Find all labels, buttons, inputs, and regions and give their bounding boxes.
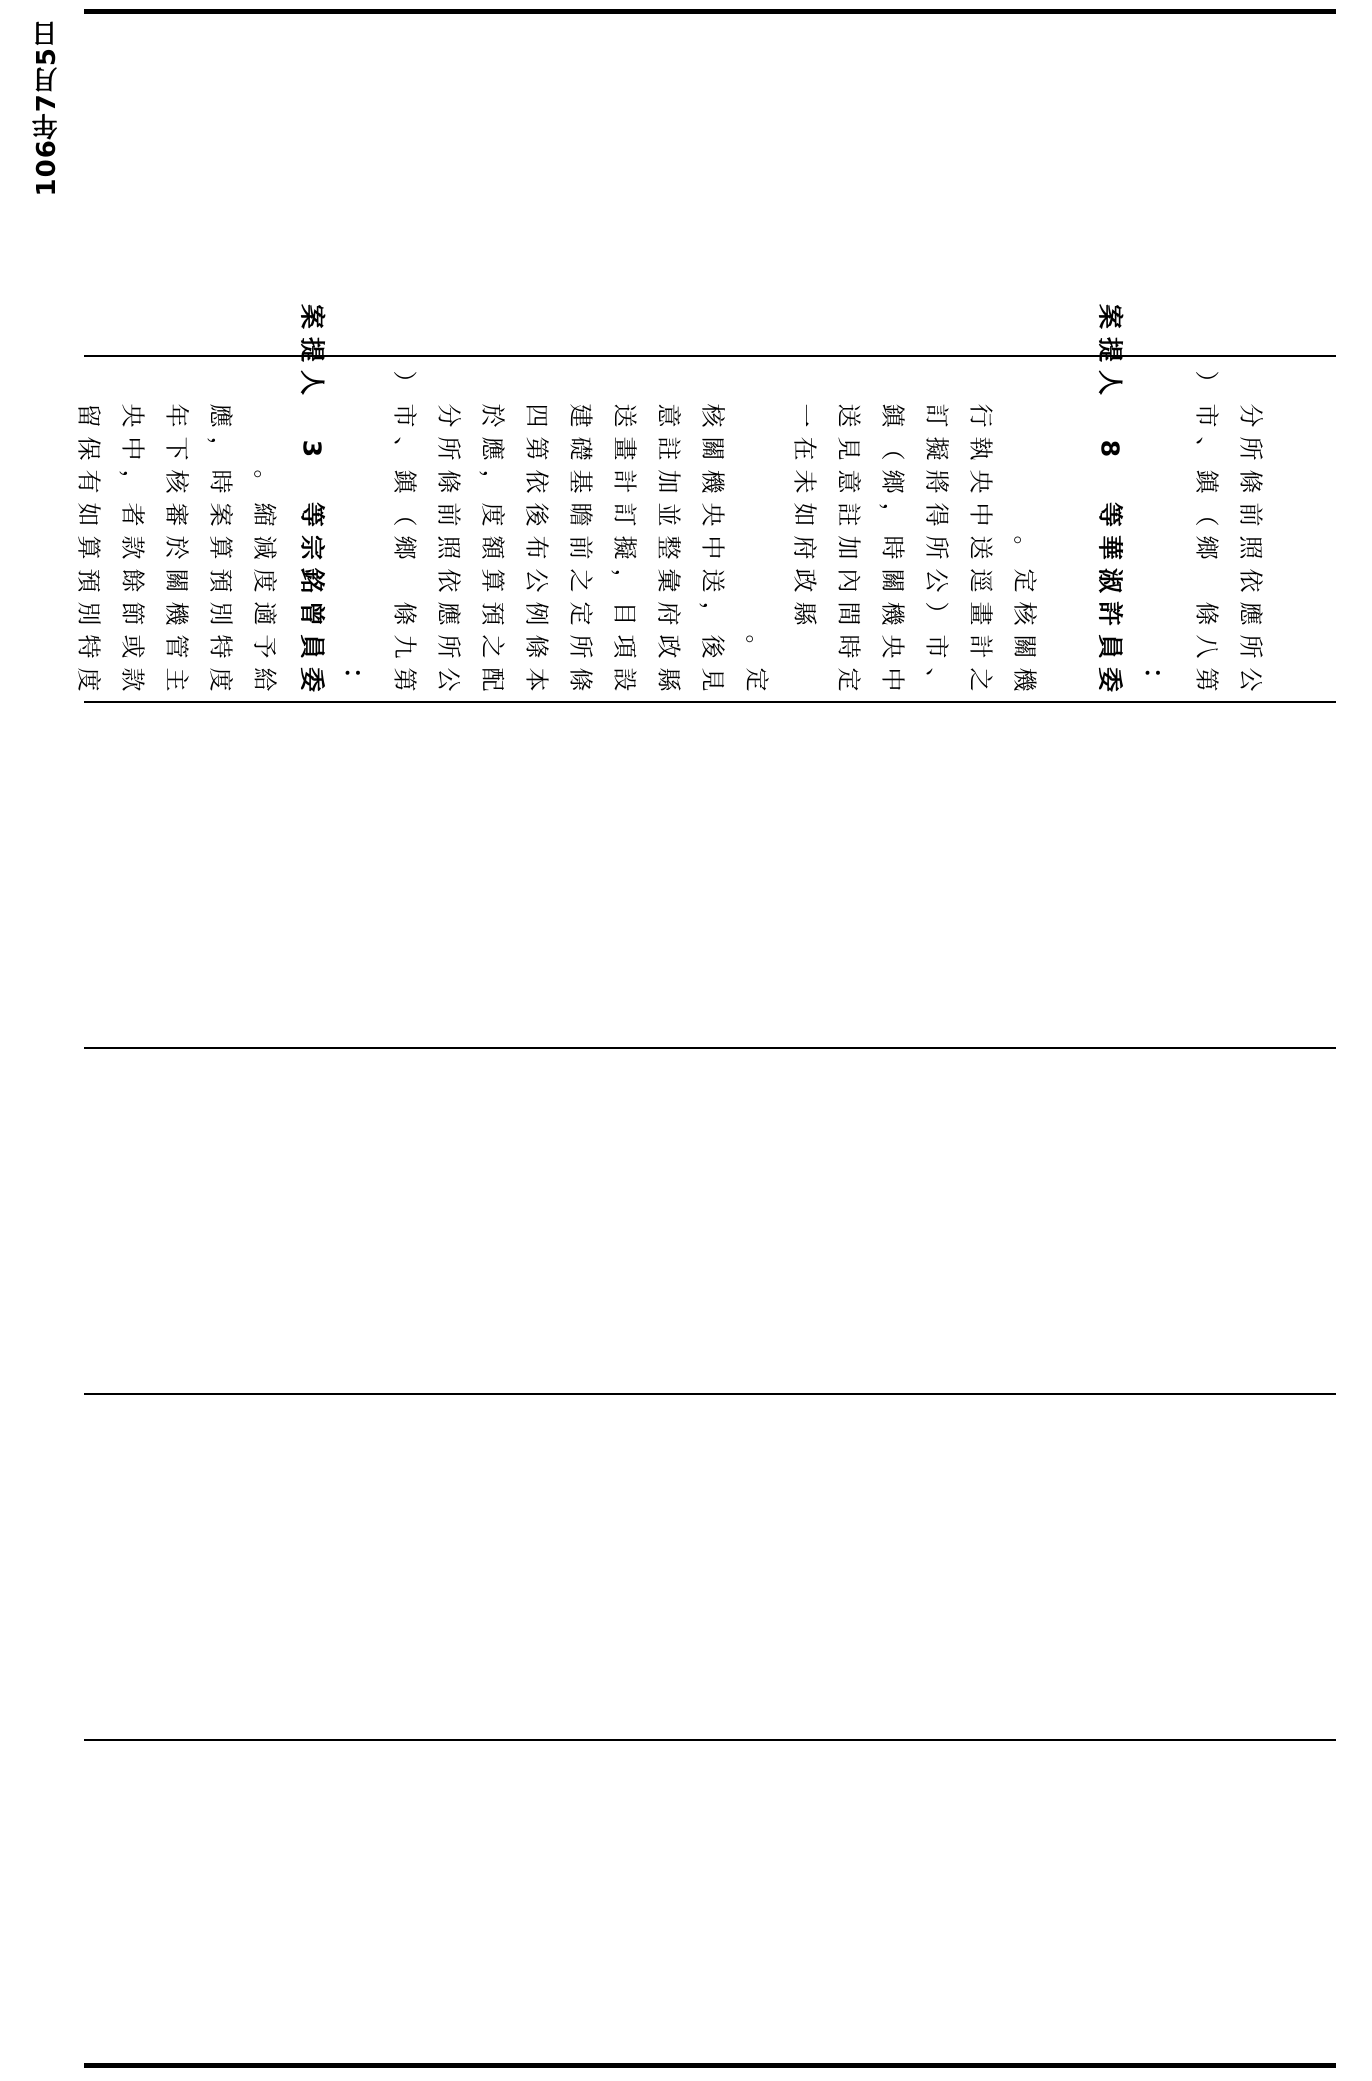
proposer-heading-line bbox=[1094, 303, 1126, 696]
text-line bbox=[1234, 376, 1266, 696]
glyph: 依 bbox=[522, 469, 551, 494]
glyph: 度 bbox=[206, 667, 235, 692]
bottom-rule bbox=[84, 2063, 1336, 2068]
glyph: 管 bbox=[162, 634, 191, 659]
glyph: 提 bbox=[297, 336, 327, 362]
glyph: 條 bbox=[1192, 601, 1221, 626]
glyph: 應 bbox=[1236, 601, 1265, 626]
glyph: 市 bbox=[1192, 403, 1221, 428]
glyph: 特 bbox=[206, 634, 235, 659]
glyph: 鎮 bbox=[1192, 469, 1221, 494]
glyph: 時 bbox=[834, 634, 863, 659]
glyph: 縣 bbox=[790, 601, 819, 626]
glyph: 加 bbox=[834, 535, 863, 560]
glyph: 案 bbox=[1095, 303, 1125, 329]
glyph: 項 bbox=[610, 634, 639, 659]
glyph: 核 bbox=[698, 403, 727, 428]
glyph: （ bbox=[390, 502, 419, 527]
text-line bbox=[432, 376, 464, 696]
glyph: 銘 bbox=[297, 567, 327, 593]
glyph: 後 bbox=[522, 502, 551, 527]
text-line bbox=[72, 376, 104, 696]
glyph: 市 bbox=[922, 634, 951, 659]
glyph: 中 bbox=[966, 502, 995, 527]
glyph: 前 bbox=[434, 502, 463, 527]
proposal-text-block bbox=[74, 303, 1336, 702]
glyph: 前 bbox=[1236, 502, 1265, 527]
glyph: 執 bbox=[966, 436, 995, 461]
glyph: 節 bbox=[118, 601, 147, 626]
glyph: 九 bbox=[390, 634, 419, 659]
glyph: 度 bbox=[478, 502, 507, 527]
text-line bbox=[388, 370, 420, 696]
glyph: 照 bbox=[434, 535, 463, 560]
row-divider bbox=[84, 355, 1336, 357]
glyph: 3 bbox=[297, 439, 327, 458]
glyph: 條 bbox=[566, 667, 595, 692]
glyph: 條 bbox=[522, 634, 551, 659]
glyph: ， bbox=[118, 469, 147, 494]
glyph: 核 bbox=[1010, 601, 1039, 626]
glyph: 款 bbox=[118, 535, 147, 560]
glyph: ， bbox=[698, 601, 727, 626]
glyph: 時 bbox=[206, 469, 235, 494]
text-line bbox=[920, 376, 952, 696]
glyph: 見 bbox=[834, 436, 863, 461]
glyph: 定 bbox=[834, 667, 863, 692]
text-line bbox=[564, 376, 596, 696]
glyph: ） bbox=[1192, 370, 1221, 395]
row-divider bbox=[84, 1393, 1336, 1395]
glyph: 定 bbox=[1010, 568, 1039, 593]
proposer-heading-line bbox=[338, 376, 370, 696]
glyph: 鎮 bbox=[390, 469, 419, 494]
glyph: 中 bbox=[878, 667, 907, 692]
glyph: 府 bbox=[790, 535, 819, 560]
glyph: 條 bbox=[1236, 469, 1265, 494]
glyph: 於 bbox=[478, 403, 507, 428]
glyph: 第 bbox=[1192, 667, 1221, 692]
glyph: 許 bbox=[1095, 600, 1125, 626]
glyph: 案 bbox=[297, 303, 327, 329]
glyph: 擬 bbox=[922, 436, 951, 461]
glyph: 所 bbox=[1236, 634, 1265, 659]
glyph: 見 bbox=[698, 667, 727, 692]
glyph: 員 bbox=[1095, 633, 1125, 659]
glyph: 曾 bbox=[297, 600, 327, 626]
glyph: 政 bbox=[790, 568, 819, 593]
glyph: 建 bbox=[566, 403, 595, 428]
glyph: （ bbox=[1192, 502, 1221, 527]
glyph: 別 bbox=[206, 601, 235, 626]
glyph: 本 bbox=[522, 667, 551, 692]
glyph: 、 bbox=[1192, 436, 1221, 461]
glyph: 減 bbox=[250, 535, 279, 560]
glyph: 公 bbox=[1236, 667, 1265, 692]
glyph: 予 bbox=[250, 634, 279, 659]
glyph: 淑 bbox=[1095, 567, 1125, 593]
glyph: 送 bbox=[834, 403, 863, 428]
glyph: 算 bbox=[74, 535, 103, 560]
glyph: 算 bbox=[478, 568, 507, 593]
glyph: 應 bbox=[206, 403, 235, 428]
glyph: 訂 bbox=[610, 502, 639, 527]
proposer-heading-line bbox=[1138, 376, 1170, 696]
glyph: 8 bbox=[1095, 439, 1125, 458]
glyph: 一 bbox=[790, 403, 819, 428]
glyph: 註 bbox=[654, 436, 683, 461]
text-line bbox=[1190, 370, 1222, 696]
glyph: 意 bbox=[654, 403, 683, 428]
glyph: 提 bbox=[1095, 336, 1125, 362]
text-line bbox=[876, 376, 908, 696]
glyph: 預 bbox=[478, 601, 507, 626]
glyph: 訂 bbox=[922, 403, 951, 428]
glyph: 條 bbox=[434, 469, 463, 494]
glyph: ） bbox=[922, 601, 951, 626]
glyph: 適 bbox=[250, 601, 279, 626]
glyph: 、 bbox=[390, 436, 419, 461]
glyph: 保 bbox=[74, 436, 103, 461]
glyph: 如 bbox=[74, 502, 103, 527]
glyph: 關 bbox=[698, 436, 727, 461]
glyph: 照 bbox=[1236, 535, 1265, 560]
glyph: 擬 bbox=[610, 535, 639, 560]
glyph: 註 bbox=[834, 502, 863, 527]
glyph: 預 bbox=[74, 568, 103, 593]
glyph: 下 bbox=[162, 436, 191, 461]
glyph: 所 bbox=[922, 535, 951, 560]
glyph: 者 bbox=[118, 502, 147, 527]
glyph: 間 bbox=[834, 601, 863, 626]
text-line bbox=[788, 376, 820, 696]
glyph: 主 bbox=[162, 667, 191, 692]
glyph: 並 bbox=[654, 502, 683, 527]
glyph: 依 bbox=[434, 568, 463, 593]
glyph: 基 bbox=[566, 469, 595, 494]
glyph: ， bbox=[610, 568, 639, 593]
glyph: 設 bbox=[610, 667, 639, 692]
glyph: 機 bbox=[1010, 667, 1039, 692]
glyph: 機 bbox=[878, 601, 907, 626]
glyph: 布 bbox=[522, 535, 551, 560]
glyph: 年 bbox=[162, 403, 191, 428]
glyph: 人 bbox=[1095, 369, 1125, 395]
glyph: 畫 bbox=[966, 601, 995, 626]
glyph: 政 bbox=[654, 634, 683, 659]
glyph: 鄉 bbox=[1192, 535, 1221, 560]
glyph: 瞻 bbox=[566, 502, 595, 527]
glyph: 員 bbox=[297, 633, 327, 659]
glyph: 送 bbox=[610, 403, 639, 428]
row-divider bbox=[84, 1739, 1336, 1741]
glyph bbox=[1190, 565, 1223, 597]
glyph: 礎 bbox=[566, 436, 595, 461]
row-divider bbox=[84, 1047, 1336, 1049]
text-line bbox=[740, 376, 772, 696]
glyph: 彙 bbox=[654, 568, 683, 593]
glyph: ， bbox=[878, 502, 907, 527]
glyph: 縣 bbox=[654, 667, 683, 692]
glyph: 度 bbox=[74, 667, 103, 692]
glyph: 央 bbox=[118, 403, 147, 428]
glyph: 人 bbox=[297, 369, 327, 395]
glyph: 公 bbox=[522, 568, 551, 593]
glyph: 如 bbox=[790, 502, 819, 527]
glyph: 前 bbox=[566, 535, 595, 560]
glyph bbox=[1094, 400, 1127, 432]
glyph: 額 bbox=[478, 535, 507, 560]
glyph: 例 bbox=[522, 601, 551, 626]
text-line bbox=[608, 376, 640, 696]
glyph: 行 bbox=[966, 403, 995, 428]
glyph: 關 bbox=[1010, 634, 1039, 659]
text-line bbox=[160, 376, 192, 696]
glyph: 意 bbox=[834, 469, 863, 494]
text-line bbox=[204, 376, 236, 696]
glyph: 宗 bbox=[297, 534, 327, 560]
glyph: 府 bbox=[654, 601, 683, 626]
glyph: 依 bbox=[1236, 568, 1265, 593]
glyph: 加 bbox=[654, 469, 683, 494]
glyph: 未 bbox=[790, 469, 819, 494]
glyph: 縮 bbox=[250, 502, 279, 527]
glyph bbox=[388, 565, 421, 597]
glyph: 所 bbox=[434, 634, 463, 659]
glyph: 應 bbox=[478, 436, 507, 461]
glyph: 。 bbox=[742, 634, 771, 659]
glyph: 公 bbox=[434, 667, 463, 692]
glyph: 有 bbox=[74, 469, 103, 494]
text-line bbox=[116, 376, 148, 696]
glyph: 案 bbox=[206, 502, 235, 527]
glyph: 之 bbox=[566, 568, 595, 593]
glyph: 所 bbox=[1236, 436, 1265, 461]
text-line bbox=[964, 376, 996, 696]
glyph: 目 bbox=[610, 601, 639, 626]
glyph: 、 bbox=[922, 667, 951, 692]
glyph: 關 bbox=[162, 568, 191, 593]
glyph: 特 bbox=[74, 634, 103, 659]
glyph: ： bbox=[339, 666, 369, 692]
glyph: 四 bbox=[522, 403, 551, 428]
glyph: 在 bbox=[790, 436, 819, 461]
glyph: 機 bbox=[162, 601, 191, 626]
glyph: 後 bbox=[698, 634, 727, 659]
glyph: 央 bbox=[878, 634, 907, 659]
glyph: 八 bbox=[1192, 634, 1221, 659]
glyph: 定 bbox=[566, 601, 595, 626]
glyph: 應 bbox=[434, 601, 463, 626]
glyph: 鎮 bbox=[878, 403, 907, 428]
glyph: 餘 bbox=[118, 568, 147, 593]
glyph: 央 bbox=[698, 502, 727, 527]
glyph: 所 bbox=[566, 634, 595, 659]
glyph: 別 bbox=[74, 601, 103, 626]
text-line bbox=[1008, 376, 1040, 696]
glyph: 所 bbox=[434, 436, 463, 461]
glyph: 。 bbox=[250, 469, 279, 494]
glyph: 條 bbox=[390, 601, 419, 626]
glyph: 於 bbox=[162, 535, 191, 560]
glyph: 款 bbox=[118, 667, 147, 692]
glyph: 或 bbox=[118, 634, 147, 659]
glyph: 鄉 bbox=[390, 535, 419, 560]
text-line bbox=[832, 376, 864, 696]
glyph: ： bbox=[1139, 666, 1169, 692]
glyph: 逕 bbox=[966, 568, 995, 593]
glyph: 中 bbox=[118, 436, 147, 461]
glyph bbox=[296, 466, 329, 498]
glyph: 配 bbox=[478, 667, 507, 692]
glyph: 公 bbox=[922, 568, 951, 593]
glyph: 市 bbox=[390, 403, 419, 428]
glyph: ， bbox=[206, 436, 235, 461]
glyph: 之 bbox=[966, 667, 995, 692]
glyph: 分 bbox=[1236, 403, 1265, 428]
text-line bbox=[696, 376, 728, 696]
glyph: 。 bbox=[1010, 535, 1039, 560]
glyph: 第 bbox=[390, 667, 419, 692]
glyph: 鄉 bbox=[878, 469, 907, 494]
glyph: 計 bbox=[966, 634, 995, 659]
text-line bbox=[652, 376, 684, 696]
glyph: 將 bbox=[922, 469, 951, 494]
proposer-heading-line bbox=[296, 303, 328, 696]
glyph: 留 bbox=[74, 403, 103, 428]
glyph: 計 bbox=[610, 469, 639, 494]
glyph: 算 bbox=[206, 535, 235, 560]
glyph: 畫 bbox=[610, 436, 639, 461]
top-rule bbox=[84, 9, 1336, 14]
text-line bbox=[476, 376, 508, 696]
glyph bbox=[1094, 466, 1127, 498]
glyph: 送 bbox=[698, 568, 727, 593]
glyph: 委 bbox=[1095, 666, 1125, 692]
text-line bbox=[248, 376, 280, 696]
glyph bbox=[296, 400, 329, 432]
glyph: 內 bbox=[834, 568, 863, 593]
glyph: ， bbox=[478, 469, 507, 494]
glyph: 預 bbox=[206, 568, 235, 593]
glyph: 關 bbox=[878, 568, 907, 593]
glyph: ） bbox=[390, 370, 419, 395]
glyph: 時 bbox=[878, 535, 907, 560]
glyph: 等 bbox=[297, 501, 327, 527]
page-date: 106年7月5日 bbox=[32, 20, 62, 197]
glyph: 華 bbox=[1095, 534, 1125, 560]
glyph: 審 bbox=[162, 502, 191, 527]
glyph: 中 bbox=[698, 535, 727, 560]
glyph: 度 bbox=[250, 568, 279, 593]
glyph: 整 bbox=[654, 535, 683, 560]
glyph: （ bbox=[878, 436, 907, 461]
glyph: 核 bbox=[162, 469, 191, 494]
glyph: 之 bbox=[478, 634, 507, 659]
glyph: 等 bbox=[1095, 501, 1125, 527]
glyph: 第 bbox=[522, 436, 551, 461]
glyph: 央 bbox=[966, 469, 995, 494]
glyph: 委 bbox=[297, 666, 327, 692]
glyph: 定 bbox=[742, 667, 771, 692]
glyph: 機 bbox=[698, 469, 727, 494]
glyph: 送 bbox=[966, 535, 995, 560]
glyph: 給 bbox=[250, 667, 279, 692]
glyph: 分 bbox=[434, 403, 463, 428]
glyph: 得 bbox=[922, 502, 951, 527]
text-line bbox=[520, 376, 552, 696]
